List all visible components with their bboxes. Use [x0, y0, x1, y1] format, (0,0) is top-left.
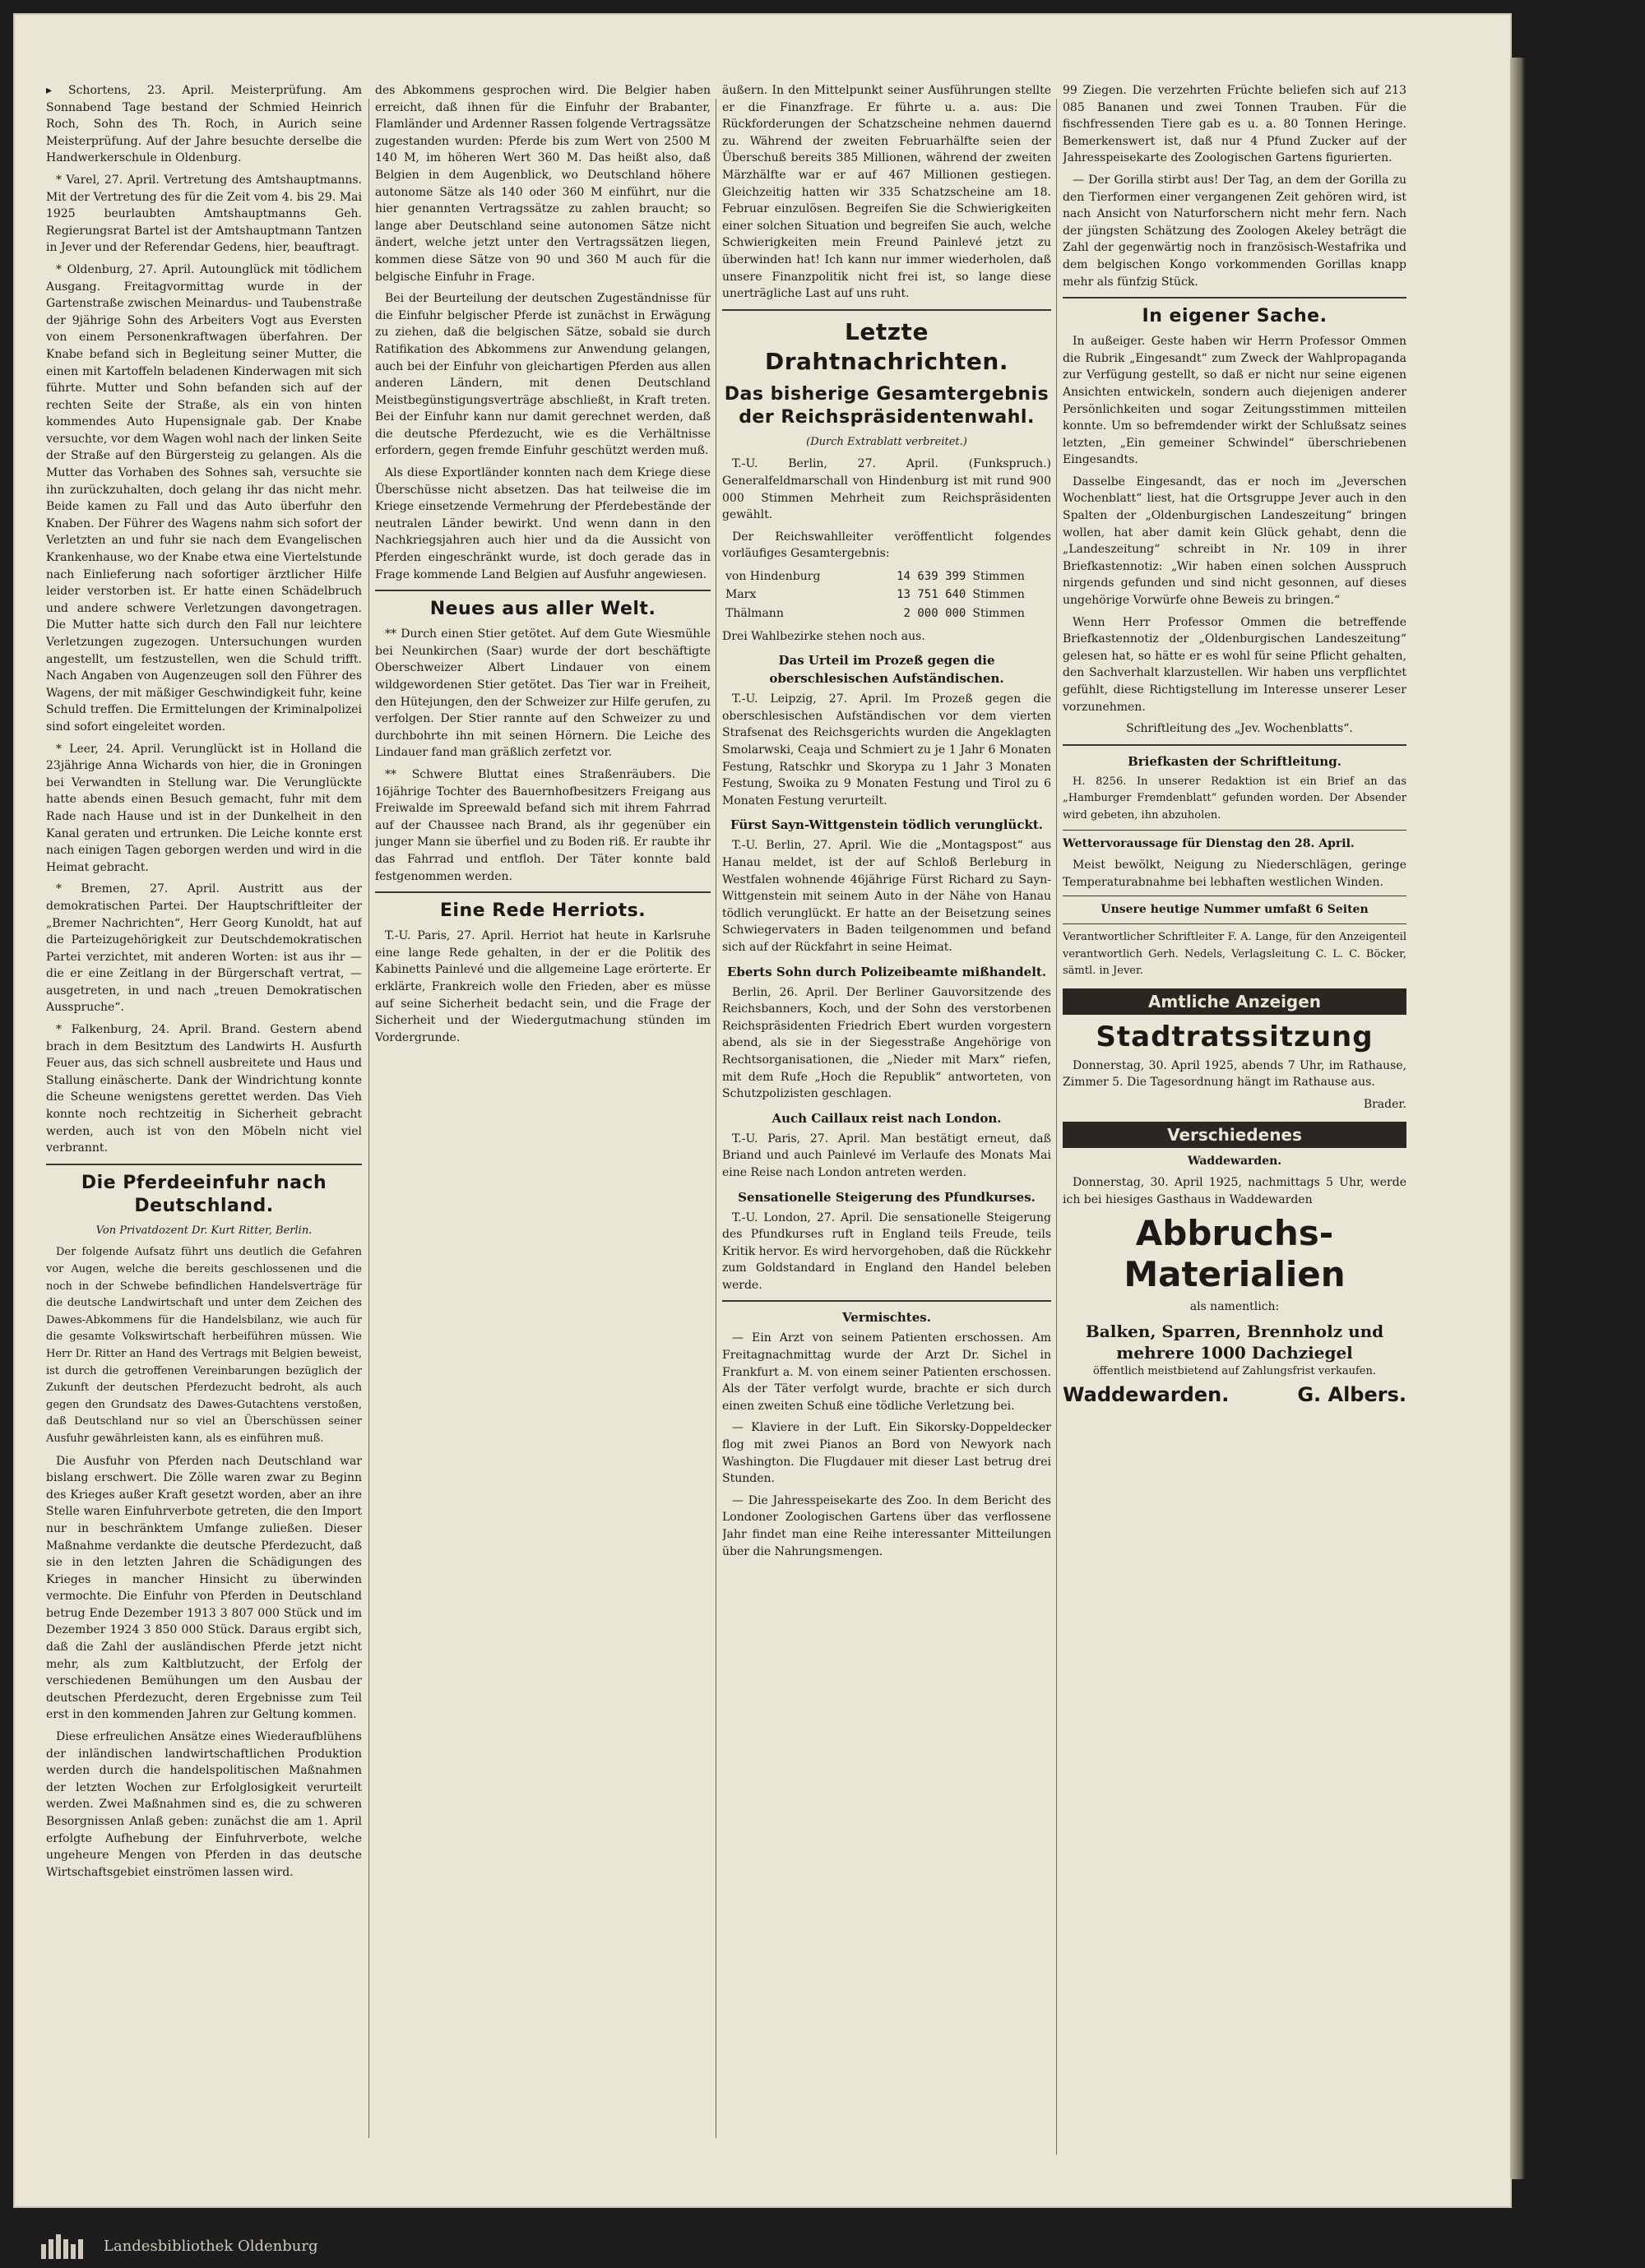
article-paragraph: T.-U. Berlin, 27. April. (Funkspruch.) Generalfeldmarschall von Hindenburg ist mit rund 900 000 Stimmen Mehrheit zum Reichspräsidenten gewählt. — [722, 457, 1051, 522]
section-headline: Letzte Drahtnachrichten. — [764, 317, 1008, 375]
article-headline: Eberts Sohn durch Polizeibeamte mißhandelt. — [726, 964, 1047, 979]
section-divider — [1063, 744, 1406, 746]
column-rule — [368, 99, 369, 2138]
article-paragraph: Als diese Exportländer konnten nach dem Kriege diese Überschüsse nicht absetzen. Das hat teilweise die im Kriege einsetzende Vermehrung der Pferdebestände der neutralen Länder bewirkt. Und wenn dann in den Nachkriegsjahren auch hier und da die Aussicht von Pferden eingeschränkt wurde, ist doch gerade das in Frage kommende Land Belgien auf Ausfuhr angewiesen. — [375, 466, 711, 581]
article-headline: Die Pferdeeinfuhr nach Deutschland. — [81, 1172, 327, 1216]
weather-title: Wettervoraussage für Dienstag den 28. April. — [1063, 836, 1355, 850]
candidate-name: Thälmann — [725, 607, 784, 621]
ad-place: Waddewarden. — [1187, 1154, 1282, 1168]
article-headline: Eine Rede Herriots. — [439, 900, 646, 922]
ad-text: Donnerstag, 30. April 1925, nachmittags 5 Uhr, werde ich bei hiesiges Gasthaus in Waddewarden — [1063, 1176, 1406, 1206]
library-name: Landesbibliothek Oldenburg — [104, 2238, 318, 2255]
article-paragraph: T.-U. Leipzig, 27. April. Im Prozeß gegen die oberschlesischen Aufständischen vor dem vierten Strafsenat des Reichsgerichts wurden die Angeklagten Smolarwski, Ceaja und Schmiert zu je 1 Jahr 6 Monaten Festung, Ratschkr und Skorypa zu 1 Jahr 3 Monaten Festung, Swoika zu 9 Monaten Festung und Tirol zu 6 Monaten Festung verurteilt. — [722, 692, 1051, 808]
article-paragraph: Die Ausfuhr von Pferden nach Deutschland war bislang erschwert. Die Zölle waren zwar zu Beginn des Krieges außer Kraft gesetzt worden, aber an ihre Stelle waren Einfuhrverbote getreten, die den Import nur in beschränktem Umfange zuließen. Dieser Maßnahme verdankte die deutsche Pferdezucht, daß sie in den letzten Jahren die Schädigungen des Krieges in mancher Hinsicht zu überwinden vermochte. Die Einfuhr von Pferden in Deutschland betrug Ende Dezember 1913 3 807 000 Stück und im Dezember 1924 3 850 000 Stück. Daraus ergibt sich, daß die Zahl der ausländischen Pferde jetzt nicht mehr, als zum Kaltblutzucht, der Erfolg der verschiedenen Bemühungen um den Ausbau der deutschen Pferdezucht, deren Ergebnisse zum Teil erst in den kommenden Jahren zur Geltung kommen. — [46, 1454, 362, 1722]
imprint: Verantwortlicher Schriftleiter F. A. Lange, für den Anzeigenteil verantwortlich Gerh. Nedels, Verlagsleitung C. L. C. Böcker, sämtl. in Jever. — [1063, 930, 1406, 978]
ad-signature-place: Waddewarden. — [1063, 1383, 1230, 1407]
section-divider — [722, 1300, 1051, 1302]
article-headline: Fürst Sayn-Wittgenstein tödlich verunglückt. — [730, 817, 1043, 833]
article-paragraph: ▸ Schortens, 23. April. Meisterprüfung. Am Sonnabend Tage bestand der Schmied Heinrich Roch, Sohn des Th. Roch, in Aurich seine Meisterprüfung. Auf der Jahre besuchte derselbe die Handwerkerschule in Oldenburg. — [46, 84, 362, 165]
table-row — [722, 604, 1051, 623]
article-headline: Das Urteil im Prozeß gegen die oberschlesischen Aufständischen. — [769, 653, 1004, 687]
article-paragraph: T.-U. London, 27. April. Die sensationelle Steigerung des Pfundkurses ruft in England teils Freude, teils Kritik hervor. Es wird hervorgehoben, daß die Rückkehr zum Goldstandard in England den Handel beleben werde. — [722, 1210, 1051, 1292]
vote-count: 14 639 399 — [897, 569, 966, 583]
column-2 — [375, 82, 711, 2089]
weather-forecast: Meist bewölkt, Neigung zu Niederschlägen, geringe Temperaturabnahme bei lebhaften westlichen Winden. — [1063, 859, 1406, 889]
section-divider — [46, 1164, 362, 1165]
section-divider — [1063, 830, 1406, 831]
ad-signature-line — [1063, 1383, 1406, 1407]
article-paragraph: — Ein Arzt von seinem Patienten erschossen. Am Freitagnachmittag wurde der Arzt Dr. Sichel in Frankfurt a. M. von einem seiner Patienten erschossen. Als der Täter verfolgt wurde, brachte er sich durch einen zweiten Schuß eine tödliche Verletzung bei. — [722, 1331, 1051, 1413]
section-divider — [722, 309, 1051, 311]
section-divider — [375, 891, 711, 893]
article-paragraph: * Oldenburg, 27. April. Autounglück mit tödlichem Ausgang. Freitagvormittag wurde in der Gartenstraße zwischen Meinardus- und Taubenstraße der 9jährige Sohn des Arbeiters Vogt aus Eversten von einem Personenkraftwagen überfahren. Der Knabe befand sich in Begleitung seiner Mutter, die einen mit Kartoffeln beladenen Kinderwagen mit sich führte. Mutter und Sohn befanden sich auf der rechten Seite der Straße, als ein von hinten kommendes Auto Hupensignale gab. Der Knabe versuchte, vor dem Wagen wohl nach der linken Seite der Straße auf den Bürgersteig zu gelangen. Als die Mutter das Vorhaben des Sohnes sah, versuchte sie ihn zurückzuhalten, doch gelang ihr das nicht mehr. Beide kamen zu Fall und das Auto überfuhr den Knaben. Der Führer des Wagens nahm sich sofort der Verletzten an und fuhr sie nach dem Evangelischen Krankenhause, wo der Knabe etwa eine Viertelstunde nach Einlieferung nach sofortiger ärztlicher Hilfe leider verstorben ist. Er hatte einen Schädelbruch und andere schwere Verletzungen davongetragen. Die Mutter hatte sich durch den Fall nur leichtere Verletzungen zugezogen. Untersuchungen wurden angestellt, um festzustellen, wen die Schuld trifft. Nach Angaben von Augenzeugen soll den Führer des Wagens, der mit mäßiger Geschwindigkeit fuhr, keine Schuld treffen. Die Ermittelungen der Kriminalpolizei sind sofort eingeleitet worden. — [46, 262, 362, 734]
article-paragraph: 99 Ziegen. Die verzehrten Früchte beliefen sich auf 213 085 Bananen und zwei Tonnen Trauben. Für die fischfressenden Tiere gab es u. a. 80 Tonnen Heringe. Bemerkenswert ist, daß nur 4 Pfund Zucker auf der Jahresspeisekarte des Zoologischen Gartens figurierten. — [1063, 84, 1406, 165]
article-paragraph: ** Durch einen Stier getötet. Auf dem Gute Wiesmühle bei Neunkirchen (Saar) wurde der dort beschäftigte Oberschweizer Albert Lindauer von einem wildgewordenen Stier getötet. Das Tier war in Freiheit, den Hütejungen, den der Schweizer zur Hilfe gerufen, zu verfolgen. Der Stier rannte auf den Schweizer zu und durchbohrte ihn mit seinen Hörnern. Die Leiche des Lindauer fand man gräßlich zerfetzt vor. — [375, 627, 711, 760]
article-paragraph: Berlin, 26. April. Der Berliner Gauvorsitzende des Reichsbanners, Koch, und der Sohn des verstorbenen Reichspräsidenten Friedrich Ebert wurden vorgestern abend, als sie in der Siegesstraße Angehörige von Rechtsorganisationen, die „Nieder mit Marx“ riefen, mit dem Rufe „Hoch die Republik“ antworteten, von Schutzpolizisten geschlagen. — [722, 985, 1051, 1101]
column-1 — [46, 82, 362, 2089]
letters-note: H. 8256. In unserer Redaktion ist ein Brief an das „Hamburger Fremdenblatt“ gefunden worden. Der Absender wird gebeten, ihn abzuholen. — [1063, 775, 1406, 822]
section-headline: Briefkasten der Schriftleitung. — [1128, 753, 1341, 769]
article-paragraph: Diese erfreulichen Ansätze eines Wiederaufblühens der inländischen landwirtschaftlichen Produktion werden durch die handelspolitischen Maßnahmen der letzten Wochen zur Erfolglosigkeit verurteilt werden. Zwei Maßnahmen sind es, die zu schweren Besorgnissen Anlaß geben: zunächst die am 1. April erfolgte Aufhebung der Einfuhrverbote, welche ungeheure Mengen von Pferden in das deutsche Wirtschaftsgebiet einströmen lassen wird. — [46, 1730, 362, 1879]
article-paragraph: — Klaviere in der Luft. Ein Sikorsky-Doppeldecker flog mit zwei Pianos an Bord von Newyork nach Washington. Die Flugdauer mit dieser Last betrug drei Stunden. — [722, 1421, 1051, 1486]
ad-terms: öffentlich meistbietend auf Zahlungsfrist verkaufen. — [1092, 1364, 1377, 1377]
article-paragraph: — Die Jahresspeisekarte des Zoo. In dem Bericht des Londoner Zoologischen Gartens über das verflossene Jahr findet man eine Reihe interessanter Mitteilungen über die Nahrungsmengen. — [722, 1493, 1051, 1558]
article-paragraph: T.-U. Paris, 27. April. Man bestätigt erneut, daß Briand und auch Painlevé im Verlaufe des Monats Mai eine Reise nach London antreten werden. — [722, 1132, 1051, 1179]
ad-headline: Abbruchs-Materialien — [1124, 1213, 1346, 1295]
article-paragraph: — Der Gorilla stirbt aus! Der Tag, an dem der Gorilla zu den Tierformen einer vergangenen Zeit gehören wird, ist nach Ansicht von Naturforschern nicht mehr fern. Nach der jüngsten Schätzung des Zoologen Akeley beträgt die Zahl der gegenwärtig noch in französisch-Westafrika und dem belgischen Kongo vorkommenden Gorillas knapp mehr als fünfzig Stück. — [1063, 173, 1406, 289]
article-paragraph: ** Schwere Bluttat eines Straßenräubers. Die 16jährige Tochter des Bauernhofbesitzers Freigang aus Freiwalde im Spreewald befand sich mit ihrem Fahrrad auf der Chaussee nach Brand, als ihr gegenüber ein junger Mann sie überfiel und zu Boden riß. Er raubte ihr das Fahrrad und entfloh. Der Täter konnte bald festgenommen werden. — [375, 767, 711, 883]
article-paragraph: * Falkenburg, 24. April. Brand. Gestern abend brach in dem Besitztum des Landwirts H. Ausfurth Feuer aus, das sich schnell ausbreitete und Haus und Stallung einäscherte. Dank der Windrichtung konnte die Scheune wenigstens gerettet werden. Das Vieh konnte noch rechtzeitig in Sicherheit gebracht werden, auch ist von den Möbeln nicht viel verbrannt. — [46, 1023, 362, 1155]
article-note: (Durch Extrablatt verbreitet.) — [806, 435, 967, 448]
candidate-name: Marx — [725, 588, 757, 602]
article-byline: Von Privatdozent Dr. Kurt Ritter, Berlin. — [95, 1224, 313, 1237]
vote-count: 13 751 640 — [897, 588, 966, 602]
article-paragraph: In außeiger. Geste haben wir Herrn Professor Ommen die Rubrik „Eingesandt“ zum Zweck der Wahlpropaganda zur Verfügung gestellt, so daß er nicht nur seine eigenen Ansichten entwickeln, sondern auch diejenigen anderer Persönlichkeiten und sogar Zeitungsstimmen mitteilen konnte. Um so befremdender wirkt der Schlußsatz seines letzten, „Ein gemeiner Schwindel“ überschriebenen Eingesandts. — [1063, 335, 1406, 467]
page-edge-shadow — [1510, 58, 1525, 2179]
vote-unit: Stimmen — [972, 588, 1025, 602]
section-headline: Neues aus aller Welt. — [429, 599, 656, 620]
article-headline: In eigener Sache. — [1142, 306, 1328, 327]
section-divider — [1063, 923, 1406, 924]
page-count-note: Unsere heutige Nummer umfaßt 6 Seiten — [1101, 903, 1369, 917]
election-results-table — [722, 567, 1051, 623]
article-paragraph: des Abkommens gesprochen wird. Die Belgier haben erreicht, daß ihnen für die Einfuhr der Brabanter, Flamländer und Ardenner Rassen folgende Vertragssätze zugestanden wurden: Pferde bis zum Wert von 2500 M 140 M, im höheren Wert 360 M. Das heißt also, daß Belgien in dem Augenblick, wo Deutschland höhere autonome Sätze als 140 oder 360 M einführt, nur die hier genannten Vertragssätze zu zahlen braucht; so lange aber Deutschland seine autonomen Sätze nicht ändert, welche jetzt unter den Vertragssätzen liegen, kommen diese Sätze von 90 und 360 M auch für die belgische Einfuhr in Frage. — [375, 84, 711, 284]
section-divider — [375, 590, 711, 591]
ad-signature: Brader. — [1363, 1097, 1406, 1111]
article-headline: Das bisherige Gesamtergebnis der Reichspräsidentenwahl. — [724, 383, 1050, 428]
column-3 — [722, 82, 1051, 2105]
section-headline: Vermischtes. — [842, 1310, 931, 1326]
article-paragraph: * Varel, 27. April. Vertretung des Amtshauptmanns. Mit der Vertretung des für die Zeit vom 4. bis 29. Mai 1925 beurlaubten Amtshauptmanns Geh. Regierungsrat Bartel ist der Amtshauptmann Tantzen in Jever und der Referendar Gedens, hier, beauftragt. — [46, 173, 362, 255]
misc-ads-banner: Verschiedenes — [1063, 1122, 1406, 1148]
ad-items: Balken, Sparren, Brennholz und mehrere 1000 Dachziegel — [1085, 1321, 1384, 1363]
article-paragraph: Dasselbe Eingesandt, das er noch im „Jeverschen Wochenblatt“ liest, hat die Ortsgruppe Jever auch in den Spalten der „Oldenburgischen Landeszeitung“ bringen wollen, hat aber damit kein Glück gehabt, denn die „Landeszeitung“ schreibt in Nr. 109 in ihrer Briefkastennotiz: „Wir haben einen solchen Ausspruch nirgends gefunden und sind nicht gesonnen, auf dieses ungehörige Vorwürfe ohne Beweis zu bringen.“ — [1063, 474, 1406, 608]
candidate-name: von Hindenburg — [725, 569, 821, 583]
vote-unit: Stimmen — [972, 569, 1025, 583]
article-paragraph: Drei Wahlbezirke stehen noch aus. — [722, 629, 925, 643]
article-paragraph: Bei der Beurteilung der deutschen Zugeständnisse für die Einfuhr belgischer Pferde ist zunächst in Erwägung zu ziehen, daß die belgischen Sätze, sobald sie durch Ratifikation des Abkommens zur Anwendung gelangen, auch bei der Einfuhr von gleichartigen Pferden aus allen anderen Ländern, mit denen Deutschland Meistbegünstigungsverträge abschließt, in Kraft treten. Bei der Einfuhr kann nur damit gerechnet werden, daß die deutsche Pferdezucht, wie es die Verhältnisse erfordern, gegen fremde Einfuhr geschützt werden muß. — [375, 292, 711, 458]
vote-unit: Stimmen — [972, 607, 1025, 621]
article-signature: Schriftleitung des „Jev. Wochenblatts“. — [1126, 722, 1353, 736]
column-4 — [1063, 82, 1406, 2113]
article-paragraph: Der Reichswahlleiter veröffentlicht folgendes vorläufiges Gesamtergebnis: — [722, 530, 1051, 561]
article-paragraph: Der folgende Aufsatz führt uns deutlich die Gefahren vor Augen, welche die bereits geschlossenen und die noch in der Schwebe befindlichen Handelsverträge für die deutsche Landwirtschaft und unter dem Zeichen des Dawes-Abkommens für die Handelsbilanz, wie auch für die gesamte Volkswirtschaft herbeiführen müssen. Wie Herr Dr. Ritter an Hand des Vertrags mit Belgien beweist, ist durch die getroffenen Vereinbarungen bezüglich der Zukunft der deutschen Pferdezucht bedroht, als auch gegen den Grundsatz des Dawes-Gutachtens verstoßen, daß Deutschland nur so viel an Überschüssen seiner Ausfuhr gewährleisten kann, als es einführen muß. — [46, 1246, 362, 1445]
ad-text: Donnerstag, 30. April 1925, abends 7 Uhr, im Rathause, Zimmer 5. Die Tagesordnung hängt im Rathause aus. — [1063, 1058, 1406, 1090]
article-paragraph: Wenn Herr Professor Ommen die betreffende Briefkastennotiz der „Oldenburgischen Landeszeitung“ gelesen hat, so hätte er es wohl für seine Pflicht gehalten, den Sachverhalt klarzustellen. Wir haben uns verpflichtet gefühlt, diese Richtigstellung im Interesse unserer Leser vorzunehmen. — [1063, 615, 1406, 714]
ad-title: Stadtratssitzung — [1096, 1020, 1374, 1053]
library-building-icon — [41, 2234, 90, 2259]
ad-signature-name: G. Albers. — [1297, 1383, 1406, 1407]
section-divider — [1063, 297, 1406, 299]
column-rule — [1056, 99, 1057, 2155]
article-paragraph: äußern. In den Mittelpunkt seiner Ausführungen stellte er die Finanzfrage. Er führte u. a. aus: Die Rückforderungen der Schatzscheine nehmen dauernd zu. Während der zweiten Februarhälfte seien der Überschuß bereits 385 Millionen, während der zweiten Märzhälfte war er auf 467 Millionen gestiegen. Gleichzeitig hatten wir 335 Schatzscheine am 18. Februar einzulösen. Begreifen Sie die Schwierigkeiten einer solchen Situation und begreifen Sie auch, welche Schwierigkeiten mein Freund Painlevé jetzt zu überwinden hat! Ich kann nur immer wiederholen, daß unsere Finanzpolitik nicht frei ist, so lange diese unerträgliche Last auf uns ruht. — [722, 84, 1051, 301]
vote-count: 2 000 000 — [903, 607, 966, 621]
article-headline: Auch Caillaux reist nach London. — [772, 1110, 1002, 1126]
article-headline: Sensationelle Steigerung des Pfundkurses. — [738, 1189, 1036, 1205]
ad-subline: als namentlich: — [1189, 1300, 1280, 1314]
article-paragraph: T.-U. Berlin, 27. April. Wie die „Montagspost“ aus Hanau meldet, ist der auf Schloß Berleburg in Westfalen wohnende 46jährige Fürst Richard zu Sayn-Wittgenstein mit seinem Auto in der Nähe von Hanau tödlich verunglückt. Er hatte an der Beisetzung seines Schwiegervaters in Baden teilgenommen und befand sich auf der Rückfahrt in seine Heimat. — [722, 839, 1051, 954]
article-paragraph: * Bremen, 27. April. Austritt aus der demokratischen Partei. Der Hauptschriftleiter der „Bremer Nachrichten“, Herr Georg Kunoldt, hat auf die Parteizugehörigkeit zur Deutschdemokratischen Partei verzichtet, mit anderen Worten: ist aus ihr — die er eine Zeitlang in der Bürgerschaft vertrat, — ausgetreten, in und nach „treuen Demokratischen Ausspruche“. — [46, 882, 362, 1015]
article-paragraph: * Leer, 24. April. Verunglückt ist in Holland die 23jährige Anna Wichards von hier, die in Groningen bei Verwandten in Stellung war. Die Verunglückte hatte abends einen Besuch gemacht, fuhr mit dem Rade nach Hause und ist in der Dunkelheit in den Kanal geraten und ertrunken. Die Leiche konnte erst nach einigen Tagen geborgen werden und wird in die Heimat gebracht. — [46, 742, 362, 874]
table-row — [722, 567, 1051, 586]
article-paragraph: T.-U. Paris, 27. April. Herriot hat heute in Karlsruhe eine lange Rede gehalten, in der er die Politik des Kabinetts Painlevé und die allgemeine Lage erörterte. Er erklärte, Frankreich wolle den Frieden, aber es müsse auf seine Sicherheit bedacht sein, und die Frage der Sicherheit und der Wiedergutmachung stünden im Vordergrunde. — [375, 929, 711, 1044]
official-ads-banner: Amtliche Anzeigen — [1063, 988, 1406, 1015]
table-row — [722, 586, 1051, 604]
library-footer — [0, 2224, 1645, 2268]
